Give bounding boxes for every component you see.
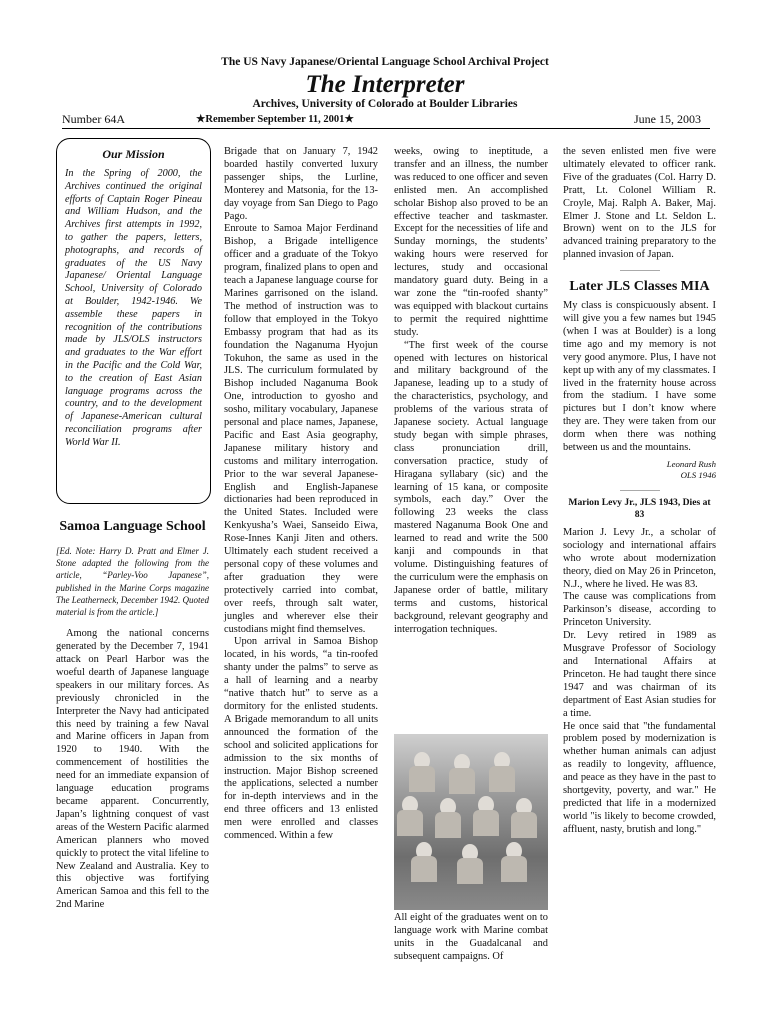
- remember-text: Remember September 11, 2001: [205, 114, 345, 125]
- samoa-paragraph: weeks, owing to ineptitude, a transfer and an illness, the number was reduced to one officer and seven enlisted men. An accomplished scholar Bishop also proved to be an effective teacher and taskmaster. Except for the necessities of life and Sunday mornings, the students’ waking hours were reserved for lectures, study and occasional mandatory guard duty. Being in a war zone the “tin-roofed shanty” was equipped with blackout curtains to permit the required nighttime study.: [394, 146, 548, 338]
- levy-paragraph: The cause was complications from Parkinson’s disease, according to Princeton University.: [563, 591, 716, 629]
- samoa-paragraph: “The first week of the course opened with lectures on historical and military background of the Japanese, leading up to a study of the characteristics, psychology, and problems of the various strata of Japanese society. Actual language study began with simple phrases, class pronunciation drill, conversation practice, study of Hiragana syllabary (sic) and the learning of 15 kana, or composite symbols, each day.” Over the following 23 weeks the class mastered Naganuma Book One and learned to read and write the 500 kanji and compounds in that volume. Distinguishing features of the curriculum were the emphasis on Japanese order of battle, military terms and customs, historical background, relevant geography and interrogation techniques.: [394, 339, 548, 635]
- editor-note: [Ed. Note: Harry D. Pratt and Elmer J. Stone adapted the following from the article, “Parley-Voo Japanese”, published in the Marine Corps magazine The Leatherneck, December 1942. Quoted material is from the article.]: [56, 546, 209, 618]
- newsletter-title: The Interpreter: [305, 71, 465, 98]
- samoa-paragraph: Upon arrival in Samoa Bishop located, in his words, “a tin-roofed shanty under the palms” to serve as a hall of learning and a nearby “native thatch hut” to serve as a dormitory for the enlisted students. A Brigade memorandum to all units announced the formation of the school and solicited applications for admission to the six months of instruction. Major Bishop screened the applications, selected a number for in-depth interviews and in the end three officers and 13 enlisted men were enrolled and classes commenced. Within a few: [224, 636, 378, 842]
- levy-paragraph: Marion J. Levy Jr., a scholar of sociology and international affairs who wrote about modernization theory, died on May 26 in Princeton, N.J., where he lived. He was 83.: [563, 526, 716, 590]
- remember-line: [196, 113, 354, 125]
- project-title: The US Navy Japanese/Oriental Language School Archival Project: [221, 56, 549, 68]
- header-divider: [62, 128, 710, 129]
- archives-line: Archives, University of Colorado at Boulder Libraries: [252, 98, 518, 110]
- levy-paragraph: Dr. Levy retired in 1989 as Musgrave Professor of Sociology and International Affairs at Princeton. He had taught there since 1947 and was chairman of its department of East Asian studies for a time.: [563, 630, 716, 719]
- samoa-paragraph: the seven enlisted men five were ultimately elevated to officer rank. Five of the graduates (Col. Harry D. Pratt, Lt. Colonel William R. Croyle, Maj. Ralph A. Baker, Maj. Elmer J. Stone and Lt. Seldon L. Brown) went on to the JLS for advanced training preparatory to the planned invasion of Japan.: [563, 146, 716, 261]
- mission-box: [56, 138, 211, 504]
- section-divider: [620, 270, 660, 271]
- mia-heading: Later JLS Classes MIA: [569, 279, 710, 295]
- issue-date: June 15, 2003: [634, 112, 701, 126]
- section-divider: [620, 490, 660, 491]
- samoa-paragraph: Brigade that on January 7, 1942 boarded hastily converted luxury passenger ships, the Lurline, Monterey and Matsonia, for the 13-day voyage from San Diego to Pago Pago.: [224, 146, 378, 222]
- issue-number: Number 64A: [62, 112, 125, 126]
- column-1: [56, 506, 209, 912]
- samoa-paragraph: Among the national concerns generated by the December 7, 1941 attack on Pearl Harbor was the woeful dearth of Japanese language speakers in our military forces. As previously chronicled in the Interpreter the Navy had anticipated this need by training a few Naval and Marine officers in Japan from 1920 to 1940. With the commencement of hostilities the need for an immediate expansion of language education programs became apparent. Concurrently, Japan’s lightning conquest of vast areas of the Western Pacific alarmed American planners who moved quickly to protect the vital lifeline to New Zealand and Australia. Key to this objective was fortifying American Samoa and this fell to the 2nd Marine: [56, 628, 209, 911]
- class-photo: [394, 734, 548, 910]
- star-icon: ★: [344, 114, 354, 125]
- caption-text: All eight of the graduates went on to language work with Marine combat units in the Guadalcanal and subsequent campaigns. Of: [394, 912, 548, 962]
- mission-text: In the Spring of 2000, the Archives continued the original efforts of Captain Roger Pineau and William Hudson, and the Archives first attempts in 1992, to gather the papers, letters, photographs, and records of graduates of the US Navy Japanese/ Oriental Language School, University of Colorado at Boulder, 1942-1946. We assemble these papers in recognition of the contributions made by JLS/OLS instructors and graduates to the War effort in the Pacific and the Cold War, to the creation of East Asian language programs across the country, and to the development of Japanese-American cultural reconciliation programs after World War II.: [65, 168, 202, 448]
- column-4: [563, 146, 716, 837]
- photo-caption: [394, 912, 548, 964]
- column-2: [224, 146, 378, 843]
- mission-title: Our Mission: [102, 147, 165, 161]
- samoa-paragraph: Enroute to Samoa Major Ferdinand Bishop, a Brigade intelligence officer and a graduate of the Tokyo program, finalized plans to open and teach a Japanese language course for Marines garrisoned on the island. The method of instruction was to follow that employed in the Tokyo Embassy program that had as its foundation the Naganuma Hyojun Tokuhon, the same as used in the JLS. The curriculum formulated by Bishop included Naganuma Book One, introduction to gyosho and sosho, military vocabulary, Japanese personal and place names, Japanese, Pacific and East Asia geography, Japanese military history and customs and military interrogation. Prior to the war several Japanese-English and English-Japanese dictionaries had been reproduced in the United States. Included were Kenkyusha’s Waei, Sanseido Eiwa, Rose-Innes Kanji Jiten and others. Ultimately each student received a personal copy of these volumes and after graduation they were protectively carried into combat, over reefs, through salt water, jungles and wherever else their custodians might find themselves.: [224, 223, 378, 635]
- mia-signature-class: OLS 1946: [680, 470, 716, 481]
- column-3: [394, 146, 548, 636]
- levy-paragraph: He once said that "the fundamental problem posed by modernization is whether human animals can adjust as readily to longevity, affluence, and peace as they have in the past to shortgevity, poverty, and war." He predicted that life in a modernized world "is likely to become crowded, affluent, nasty, brutish and long.": [563, 720, 716, 835]
- levy-heading: Marion Levy Jr., JLS 1943, Dies at 83: [568, 496, 711, 520]
- mia-signature-name: Leonard Rush: [666, 458, 716, 469]
- star-icon: ★: [196, 114, 206, 125]
- samoa-heading: Samoa Language School: [59, 519, 206, 534]
- mia-text: My class is conspicuously absent. I will give you a few names but 1945 (when I was at Boulder) is a long time ago and my memory is not very good anymore. Plus, I have not kept up with any of my classmates. I lived in the fraternity house across from the stadium. I have some pictures but I don’t know where they are. They were taken from our dorm when there was nothing between us and the mountains.: [563, 300, 716, 454]
